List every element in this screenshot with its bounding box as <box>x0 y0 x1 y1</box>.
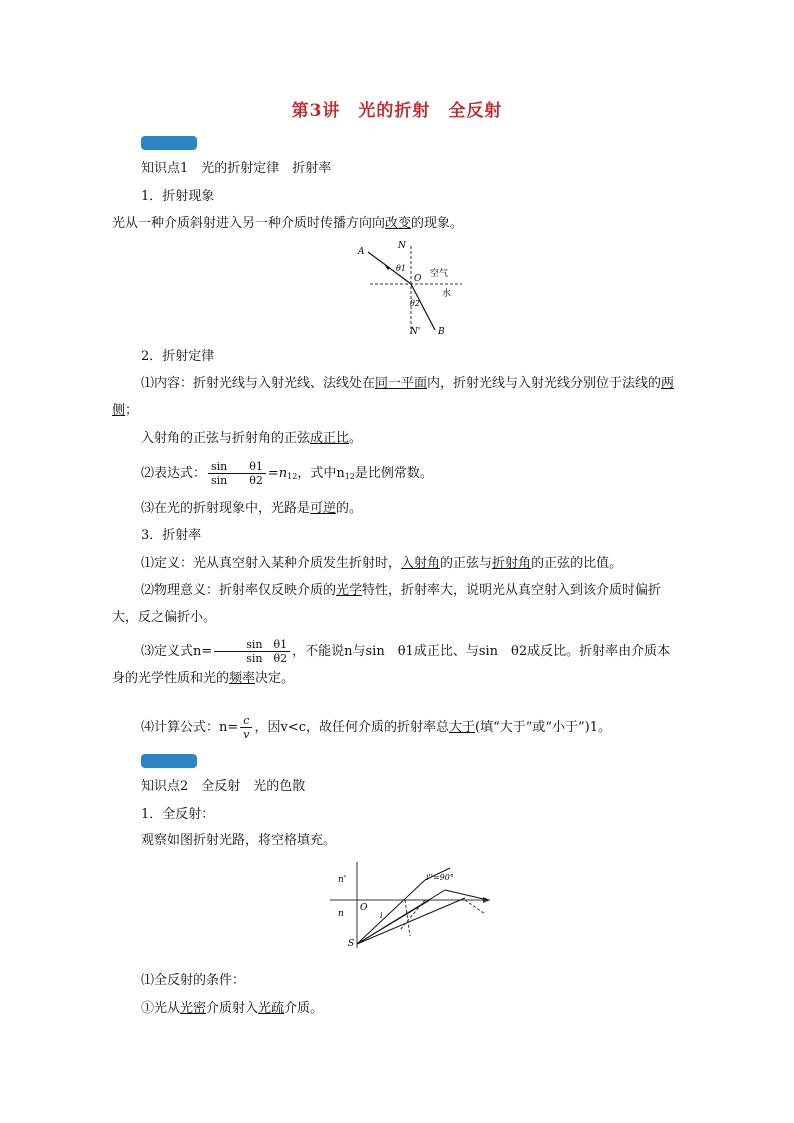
label-n: N <box>398 241 406 251</box>
fraction-definition: $\frac{\text{sin θ1}}{\text{sin θ2}}$ <box>214 638 290 665</box>
fraction-c-over-v: $\frac{c}{v}$ <box>240 714 252 741</box>
subheading-refraction-phenomenon: 1．折射现象 <box>141 189 215 204</box>
section-heading-1: 知识点1 光的折射定律 折射率 <box>141 161 332 176</box>
label-theta1: θ1 <box>396 264 406 273</box>
label-n-2: n <box>338 909 344 919</box>
label-o: O <box>414 274 422 284</box>
paragraph-definition-formula: ⑶定义式n= $\frac{\text{sin θ1}}{\text{sin θ2}}$ ，不能说n与sin θ1成正比、与sin θ2成反比。折射率由介质本身的光学性质和光的频率决定。 <box>112 638 671 686</box>
paragraph-observe: 观察如图折射光路，将空格填充。 <box>141 833 337 848</box>
label-n-prime-2: n' <box>338 875 347 885</box>
subheading-total-reflection: 1．全反射： <box>141 807 215 822</box>
page-title: 第3讲 光的折射 全反射 <box>291 101 503 121</box>
section-tag-2 <box>141 754 197 768</box>
subheading-refractive-index: 3．折射率 <box>141 528 202 543</box>
paragraph-expression: ⑵表达式： $\frac{\text{sin θ1}}{\text{sin θ2}}$ $=n_{12}$，式中$n_{12}$是比例常数。 <box>141 460 433 487</box>
paragraph-definition: ⑴定义：光从真空射入某种介质发生折射时，入射角的正弦与折射角的正弦的比值。 <box>141 556 623 571</box>
paragraph-calc-formula: ⑷计算公式：n= $\frac{c}{v}$ ，因v<c，故任何介质的折射率总大于(填“大于”或“小于”)1。 <box>141 714 612 741</box>
label-a: A <box>358 247 365 257</box>
grazing-ray <box>445 890 488 900</box>
paragraph-condition-1: ①光从光密介质射入光疏介质。 <box>141 1001 324 1016</box>
refraction-diagram <box>350 238 470 340</box>
label-water: 水 <box>442 289 452 299</box>
paragraph-reversible: ⑶在光的折射现象中，光路是可逆的。 <box>141 501 363 516</box>
label-b: B <box>438 327 445 337</box>
label-i: i <box>380 911 383 920</box>
section-tag-1 <box>141 136 197 150</box>
label-air: 空气 <box>430 269 449 279</box>
label-s: S <box>348 939 355 949</box>
fraction-sine-ratio: $\frac{\text{sin θ1}}{\text{sin θ2}}$ <box>208 460 266 487</box>
ray-4 <box>357 900 430 944</box>
label-theta2: θ2 <box>410 299 420 308</box>
section-heading-2: 知识点2 全反射 光的色散 <box>141 779 306 794</box>
reflected-ray-2 <box>465 900 485 914</box>
subheading-refraction-law: 2．折射定律 <box>141 349 215 364</box>
label-angle: i''=90° <box>426 873 454 882</box>
paragraph-law-content: ⑴内容：折射光线与入射光线、法线处在同一平面内，折射光线与入射光线分别位于法线的两侧； <box>112 376 675 418</box>
label-n-prime: N' <box>410 327 421 337</box>
paragraph-refraction-phenomenon: 光从一种介质斜射进入另一种介质时传播方向向改变的现象。 <box>112 216 464 231</box>
ray-3 <box>357 898 465 944</box>
label-o-2: O <box>360 903 368 913</box>
paragraph-conditions: ⑴全反射的条件： <box>141 973 246 988</box>
paragraph-physical-meaning: ⑵物理意义：折射率仅反映介质的光学特性，折射率大，说明光从真空射入到该介质时偏折大，反之偏折小。 <box>112 583 662 625</box>
paragraph-sine-ratio: 入射角的正弦与折射角的正弦成正比。 <box>141 431 363 446</box>
total-reflection-diagram <box>330 858 495 950</box>
reflected-ray-3 <box>405 900 410 936</box>
